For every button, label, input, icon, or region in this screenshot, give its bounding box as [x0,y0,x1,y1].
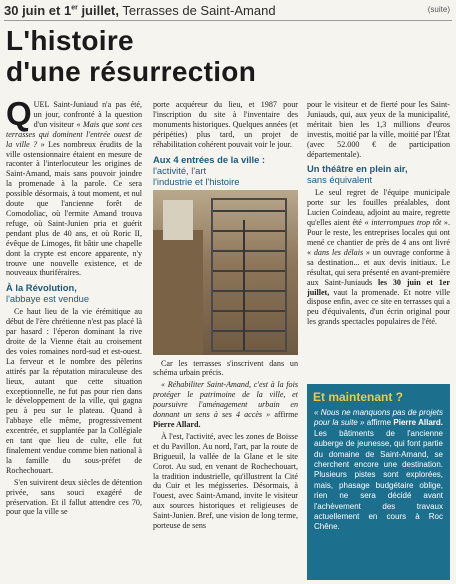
sidebar-box [307,384,450,580]
subheading-theatre [307,163,450,185]
lead-text-a: UEL Saint-Juniaud n'a pas été, un jour, confronté à la question d'un visiteur « [33,100,142,129]
sidebar-attribution-verb: affirme [364,418,394,428]
subheading-entrances-line-3: l'industrie et l'histoire [153,175,240,187]
paragraph: pour le visiteur et de fierté pour les Saint-Juniauds, qui, aux yeux de la municipalité, méritait bien les 1,3 millions d'euros investis, moitié par la ville, moitié par l'État (avec 52.000 € de participation départementale). [307,100,450,159]
sidebar-quote: « Nous ne manquons pas de projets pour la suite » [314,408,443,428]
kicker-date: 30 juin et 1 [4,3,72,18]
photo-pole [243,220,245,350]
subheading-theatre-line-2: sans équivalent [307,174,373,186]
headline-line-2: d'une résurrection [6,56,257,87]
kicker-date-superscript: er [71,4,78,12]
paragraph: Ce haut lieu de la vie érémitique au début de l'ère chrétienne n'est pas placé là par hasard : l'éperon dominant la rive droite de la Vienne était au croisement des voies romaines nord-sud et est-ouest. La ferveur et le nombre des pèlerins attirés par la réputation miraculeuse des lieux, autant que cette situation exceptionnelle, ne fut pas pour rien dans le développement de la ville, qui gagna peu à peu sur le plateau. Quand à l'abbaye elle même, progressivement excentrée, et supplantée par la Collégiale en tant que lieu de culte, elle fut finalement vendue comme bien national à la famille du sous-préfet de Rochechouart. [6,307,142,475]
article-kicker [4,3,276,18]
theatre-text-a: Le seul regret de l'équipe municipale porte sur les fouilles préalables, dont Lucien Coindeau, adjoint au maire, regrette qu'elles aient été « [307,188,450,228]
theatre-quote-1: interrompues trop tôt [371,218,442,228]
subheading-entrances-line-1: Aux 4 entrées de la ville : [153,153,266,165]
theatre-text-b: ». Pour le reste, les entreprises locales qui ont mené ce chantier de près de 4 ans ont livré « [307,218,450,257]
article-headline [6,25,452,87]
photo-sky-patch [163,200,193,240]
paragraph: À l'est, l'activité, avec les zones de Boisse et du Pavillon. Au nord, l'art, par la route de Brigueuil, la vallée de la Glane et le site Corot. Au sud, en venant de Rochechouart, la tradition industrielle, qu'illustrent la Cité du Cuir et les mégisseries. Désormais, à l'ouest, avec Saint-Amand, invite le visiteur aux sources historiques et religieuses de Saint-Junien. Bref, une vision de long terme, porteuse de sens [153,431,298,531]
theatre-text-d: vaut la promenade. Et notre ville dispose enfin, avec ce site en terrasses qui a peu d'équivalents, d'un écrin original pour les grands spectacles populaires de l'été. [307,287,450,327]
sidebar-speaker-name: Pierre Allard. [393,418,443,428]
paragraph: porte acquéreur du lieu, et 1987 pour l'inscription du site à l'inventaire des monuments historiques. Quelques années (et péripéties) plus tard, un projet de réhabilitation cohérent pouvait voir le jour. [153,100,298,149]
continued-label: (suite) [427,5,450,14]
kicker-place: Terrasses de Saint-Amand [119,3,276,18]
theatre-quote-2: dans les délais [313,247,364,257]
text-column-2 [153,100,298,582]
lead-text-b: » Les nombreux érudits de la ville ostensionnaire étaient en mesure de raconter à l'interlocuteur les origines de Saint-Amand, mais sans pouvoir joindre la promenade à la parole. Ce sera possible désormais, à tout moment, et nul doute que l'ancienne forêt de Comodoliac, où l'ermite Amand trouva refuge, où Saint-Junien pria et guérit pendant plus de 40 ans, et où Roric II, évêque de Limoges, fit bâtir une chapelle dont la crypte est encore apparente, n'y trouve une nouvelle existence, et de nouveaux thuriféraires. [6,139,142,278]
speaker-name: Pierre Allard. [153,419,201,429]
photo-scaffolding [211,198,287,352]
photo-wall-shadow [153,230,203,355]
sidebar-text: Les bâtiments de l'ancienne auberge de jeunesse, qui font partie du domaine de Saint-Amand, se cherchent encore une destination. Plusieurs pistes sont explorées, mais, phasage budgétaire oblige, rien ne sera décidé avant l'achèvement des travaux actuellement en cours à Roc Chêne. [314,428,443,532]
event-dates: les 30 juin et 1er juillet, [307,277,450,297]
text-column-1 [6,100,142,582]
scaffolding-photo [153,190,298,355]
sidebar-body [307,408,450,533]
kicker-date-end: juillet, [77,3,119,18]
subheading-theatre-line-1: Un théâtre en plein air, [307,163,408,175]
subheading-entrances-line-2: l'activité, l'art [153,164,207,176]
paragraph [307,188,450,327]
paragraph: Car les terrasses s'inscrivent dans un schéma urbain précis. [153,358,298,378]
attribution-verb: affirme [270,410,298,420]
subheading-revolution [6,282,142,304]
lead-paragraph [6,100,142,278]
sidebar-title: Et maintenant ? [313,390,404,404]
subheading-revolution-line-2: l'abbaye est vendue [6,293,90,305]
paragraph: S'en suivirent deux siècles de détention privée, sans souci exagéré de préservation. Et il fallut attendre ces 70, pour que la ville se [6,477,142,517]
subheading-entrances [153,154,298,187]
theatre-text-c: » un ouvrage conforme à sa destination... et aux devis initiaux. Le résultat, qui sera présenté en avant-première aux Saint-Juniauds [307,247,450,287]
allard-quote: « Réhabiliter Saint-Amand, c'est à la fois protéger le patrimoine de la ville, et poursuivre l'aménagement urbain en donnant un sens à ses 4 accès » [153,380,298,420]
subheading-revolution-line-1: À la Révolution, [6,282,77,294]
headline-line-1: L'histoire [6,25,134,56]
article-header-bar [4,3,452,21]
text-column-3 [307,100,450,378]
quote-paragraph [153,380,298,430]
drop-cap: Q [6,100,32,132]
lead-quote: Mais que sont ces terrasses qui dominent l'entrée ouest de la ville ? [6,119,142,149]
